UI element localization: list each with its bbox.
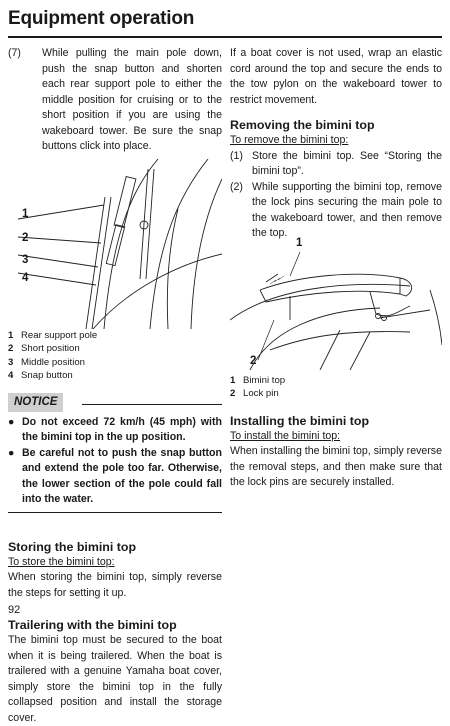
removing-heading: Removing the bimini top <box>230 118 375 132</box>
callout-4: 4 <box>22 271 29 284</box>
bimini-drawing <box>230 250 442 370</box>
left-column <box>8 46 222 726</box>
step-number: (1) <box>230 149 243 162</box>
notice-bullet: ● Do not exceed 72 km/h (45 mph) with the bimini top in the up position. <box>8 415 222 443</box>
notice-header <box>8 393 222 415</box>
storing-text: When storing the bimini top, simply reverse the steps for setting it up. <box>8 571 222 599</box>
title-rule <box>8 36 442 38</box>
bullet-dot-icon: ● <box>8 446 15 459</box>
installing-heading: Installing the bimini top <box>230 413 370 428</box>
legend-item: 1 Rear support pole <box>8 329 98 341</box>
step-number: (2) <box>230 180 243 193</box>
left-legend <box>8 329 222 383</box>
pole-illustration <box>8 159 222 329</box>
legend-item: 4 Snap button <box>8 370 73 381</box>
step-text: Store the bimini top. See “Storing the bimini top”. <box>252 149 442 177</box>
removing-step-1 <box>230 149 442 180</box>
pole-drawing <box>8 159 222 329</box>
page-title: Equipment operation <box>8 8 195 29</box>
cover-text: If a boat cover is not used, wrap an elastic cord around the top and secure the ends to the tow pylon on the wakeboard tower to restrict movement. <box>230 47 442 106</box>
storing-heading: Storing the bimini top <box>8 539 137 554</box>
notice-label: NOTICE <box>8 393 63 413</box>
bullet-dot-icon: ● <box>8 415 15 428</box>
trailering-heading: Trailering with the bimini top <box>8 618 177 632</box>
callout-3: 3 <box>22 253 29 266</box>
storing-subheading: To store the bimini top: <box>8 555 115 568</box>
step-text: While supporting the bimini top, remove the lock pins securing the main pole to the wakeboard tower, and then remove the top. <box>252 180 442 239</box>
legend-item: 3 Middle position <box>8 356 85 368</box>
callout-2: 2 <box>22 231 29 244</box>
notice-rule <box>82 404 222 405</box>
callout-1: 1 <box>296 236 303 249</box>
removing-step-2 <box>230 180 442 242</box>
installing-subheading: To install the bimini top: <box>230 429 341 442</box>
installing-text: When installing the bimini top, simply reverse the removal steps, and then make sure that the lock pins are securely installed. <box>230 445 442 488</box>
bimini-illustration <box>230 236 442 370</box>
notice-bottom-rule <box>8 512 222 513</box>
step-7 <box>8 46 222 155</box>
step-text: While pulling the main pole down, push the snap button and shorten each rear support pole to either the middle position for cruising or to the short position if you are using the wakeboard tower. Be sure the snap buttons click into place. <box>42 47 222 152</box>
notice-bullet: ● Be careful not to push the snap button and extend the pole too far. Otherwise, the lower section of the pole could fall into the water. <box>8 446 222 505</box>
legend-item: 2 Short position <box>8 343 80 354</box>
legend-item: 2 Lock pin <box>230 388 279 399</box>
right-column <box>230 46 442 491</box>
callout-1: 1 <box>22 207 29 220</box>
right-legend <box>230 374 442 401</box>
trailering-text: The bimini top must be secured to the boat when it is being trailered. When the boat is trailered with a genuine Yamaha boat cover, simply store the bimini top in the fully collapsed position and install the storage cover. <box>8 634 222 724</box>
legend-item: 1 Bimini top <box>230 374 286 386</box>
step-number: (7) <box>8 47 21 59</box>
callout-2: 2 <box>250 354 257 367</box>
removing-subheading: To remove the bimini top: <box>230 134 349 146</box>
page-number: 92 <box>8 604 21 616</box>
